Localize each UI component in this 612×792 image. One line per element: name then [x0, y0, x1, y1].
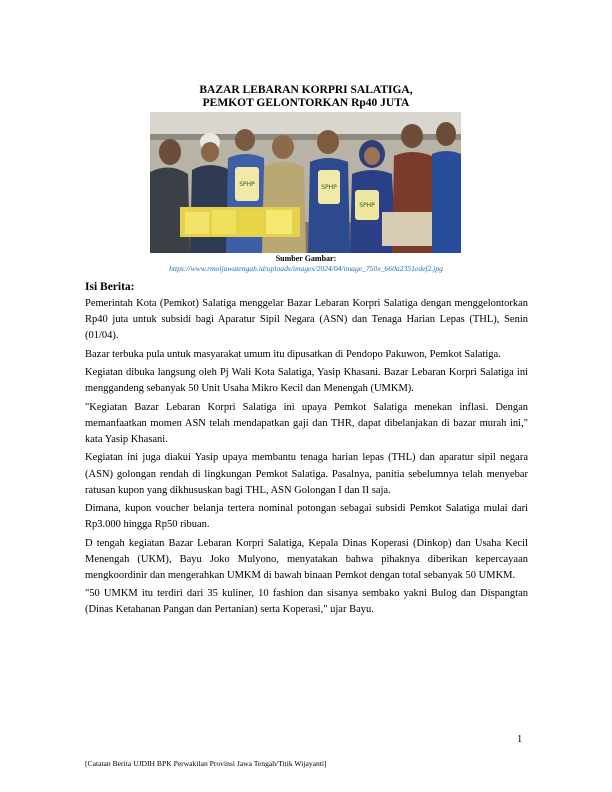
- body-paragraph: Bazar terbuka pula untuk masyarakat umum itu dipusatkan di Pendopo Pakuwon, Pemkot Salatiga.: [85, 348, 501, 360]
- rice-bag-label: SPHP: [239, 181, 255, 188]
- article-title-line-1: BAZAR LEBARAN KORPRI SALATIGA,: [199, 84, 413, 96]
- body-paragraph: D tengah kegiatan Bazar Lebaran Korpri Salatiga, Kepala Dinas Koperasi (Dinkop) dan Usaha Kecil Menengah (UKM), Bayu Joko Mulyono, menyatakan bahwa pihaknya diberikan kepercayaan mengkoordinir dan mengerahkan UMKM di bawah binaan Pemkot dengan total sebanyak 50 UMKM.: [85, 537, 528, 581]
- image-source-url[interactable]: https://www.rmoljawatengah.id/uploads/images/2024/04/image_750x_660a2351edef2.jpg: [169, 264, 443, 273]
- body-paragraph: "50 UMKM itu terdiri dari 35 kuliner, 10 fashion dan sisanya sembako yakni Bulog dan Dispangtan (Dinas Ketahanan Pangan dan Pertanian) serta Koperasi," ujar Bayu.: [85, 588, 528, 616]
- rice-bag-label: SPHP: [359, 202, 375, 209]
- news-photo: [150, 112, 461, 253]
- page-footer: [Catatan Berita UJDIH BPK Perwakilan Provinsi Jawa Tengah/Titik Wijayanti]: [85, 759, 327, 768]
- body-paragraph: Dimana, kupon voucher belanja tertera nominal potongan sebagai subsidi Pemkot Salatiga mulai dari Rp3.000 hingga Rp50 ribuan.: [85, 503, 528, 531]
- body-paragraph: Pemerintah Kota (Pemkot) Salatiga menggelar Bazar Lebaran Korpri Salatiga dengan menggelontorkan Rp40 juta untuk subsidi bagi Aparatur Sipil Negara (ASN) dan Tenaga Harian Lepas (THL), Senin (01/04).: [85, 298, 528, 342]
- page-number: 1: [517, 734, 523, 745]
- body-paragraph: "Kegiatan Bazar Lebaran Korpri Salatiga ini upaya Pemkot Salatiga menekan inflasi. Dengan memanfaatkan momen ASN telah mendapatkan gaji dan THR, dapat dibelanjakan di bazar murah ini," kata Yasip Khasani.: [85, 401, 528, 445]
- image-source-label: Sumber Gambar:: [275, 254, 337, 263]
- article-body: [85, 296, 528, 621]
- section-heading: Isi Berita:: [85, 281, 135, 293]
- rice-bag-label: SPHP: [321, 184, 337, 191]
- article-title: [0, 84, 612, 110]
- news-photo-illustration: [150, 112, 461, 253]
- article-title-line-2: PEMKOT GELONTORKAN Rp40 JUTA: [202, 97, 410, 109]
- body-paragraph: Kegiatan ini juga diakui Yasip upaya membantu tenaga harian lepas (THL) dan aparatur sipil negara (ASN) golongan rendah di lingkungan Pemkot Salatiga. Pasalnya, panitia sebelumnya telah menyebar ratusan kupon yang dikhususkan bagi THL, ASN Golongan I dan II saja.: [85, 452, 528, 496]
- body-paragraph: Kegiatan dibuka langsung oleh Pj Wali Kota Salatiga, Yasip Khasani. Bazar Lebaran Korpri Salatiga ini menggandeng sebanyak 50 Unit Usaha Mikro Kecil dan Menengah (UMKM).: [85, 367, 528, 395]
